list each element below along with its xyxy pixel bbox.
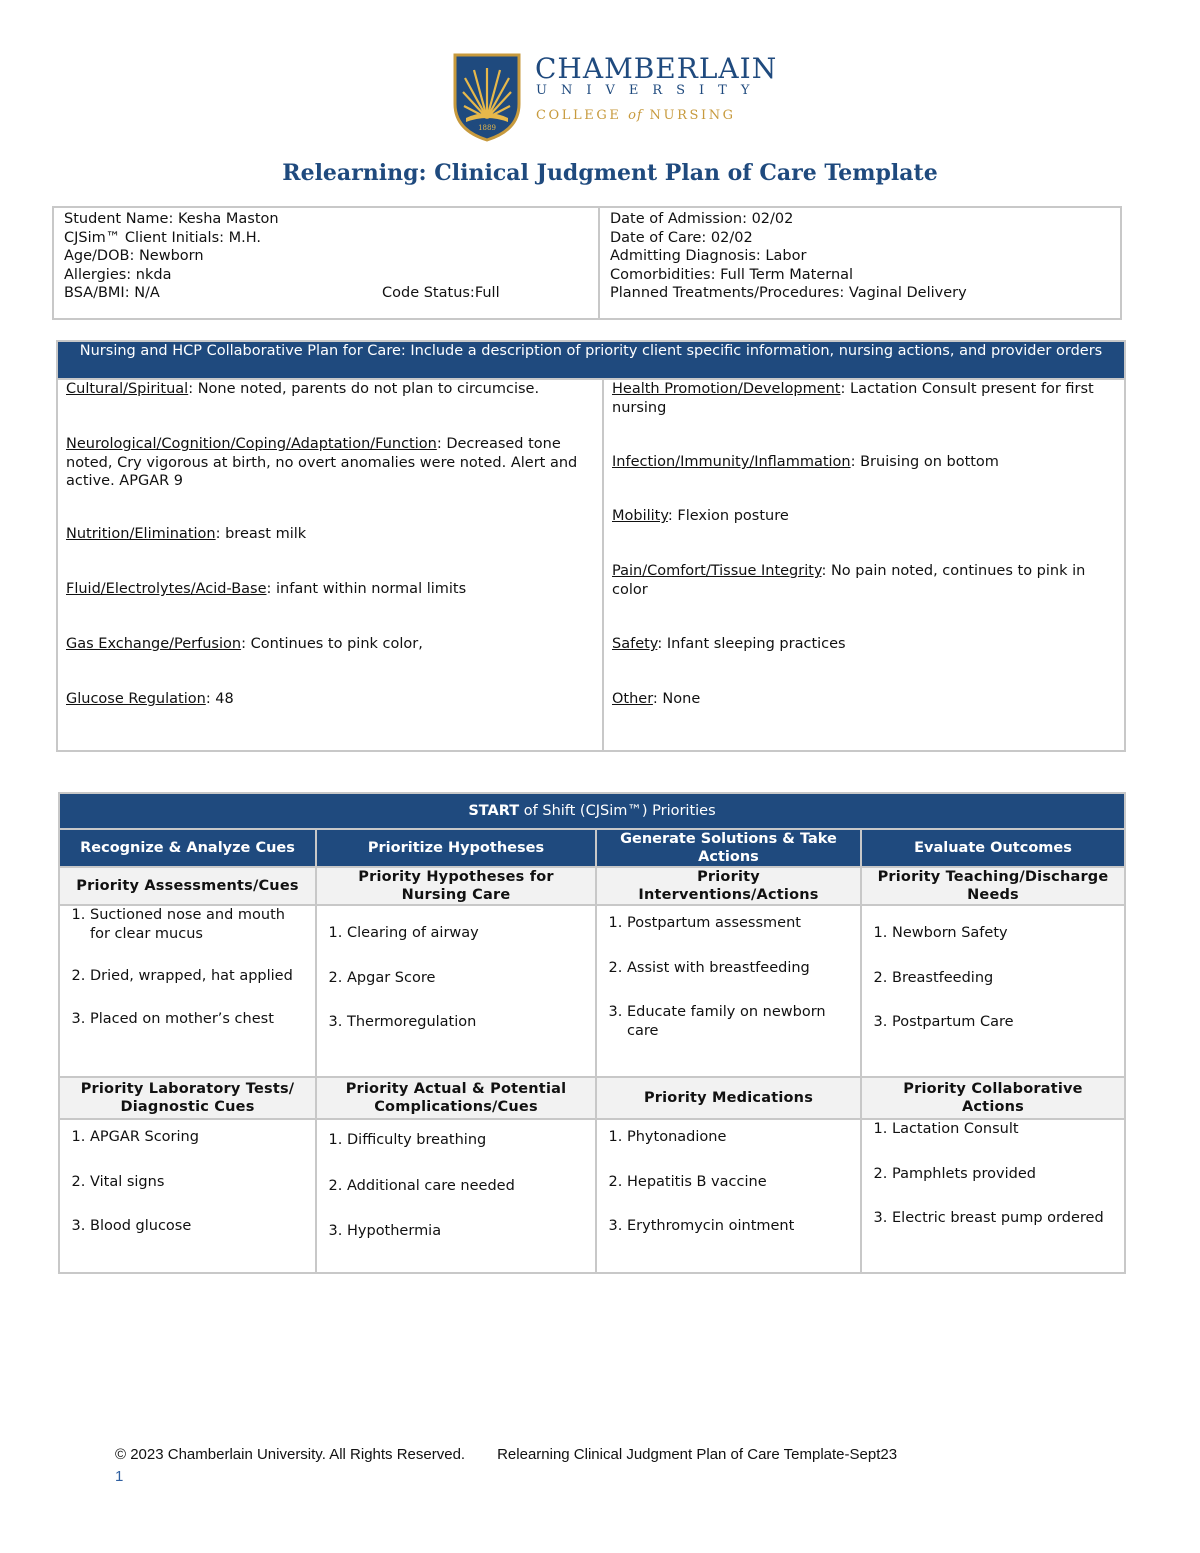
complications-list [325,1131,587,1241]
comorbidities: Comorbidities: Full Term Maternal [610,266,854,283]
list-item: 1. APGAR Scoring [90,1128,307,1147]
student-info-right [599,207,1121,319]
teaching-list [870,924,1116,1032]
list-item: 1. Suctioned nose and mouth for clear mucus [90,906,307,943]
col-evaluate-header: Evaluate Outcomes [861,829,1125,867]
complications-list-cell [316,1119,596,1273]
list-item: 3. Erythromycin ointment [627,1217,852,1236]
collab-header: Nursing and HCP Collaborative Plan for Care: Include a description of priority client specific information, nursing actions, and provider orders [57,341,1125,379]
priority-teaching-header: Priority Teaching/Discharge Needs [861,867,1125,905]
list-item: 1. Phytonadione [627,1128,852,1147]
interventions-list-cell [596,905,861,1077]
list-item: 2. Hepatitis B vaccine [627,1173,852,1192]
start-of-shift-header: START of Shift (CJSim™) Priorities [59,793,1125,829]
section-gas-exchange: Gas Exchange/Perfusion: Continues to pink color, [66,636,423,652]
code-status: Code Status:Full [382,285,500,301]
priority-lab-tests-header: Priority Laboratory Tests/ Diagnostic Cues [59,1077,316,1119]
priority-assessments-header: Priority Assessments/Cues [59,867,316,905]
list-item: 1. Clearing of airway [347,924,587,943]
list-item: 2. Assist with breastfeeding [627,959,852,978]
footer-copyright: © 2023 Chamberlain University. All Rights Reserved. [115,1446,466,1463]
brand-name: CHAMBERLAIN [535,52,778,85]
interventions-list [605,914,852,1040]
list-item: 2. Additional care needed [347,1177,587,1196]
list-item: 2. Vital signs [90,1173,307,1192]
list-item: 3. Postpartum Care [892,1013,1116,1032]
section-cultural: Cultural/Spiritual: None noted, parents do not plan to circumcise. [66,381,540,397]
shield-year: 1889 [478,124,496,132]
planned-treatments: Planned Treatments/Procedures: Vaginal Delivery [610,285,967,301]
hypotheses-list [325,924,587,1032]
priorities-table [58,792,1126,1274]
client-initials: CJSim™ Client Initials: M.H. [64,229,262,246]
assessments-list-cell [59,905,316,1077]
page-number: 1 [115,1468,124,1485]
section-neurological: Neurological/Cognition/Coping/Adaptation/Function: Decreased tone noted, Cry vigorous at birth, no overt anomalies were noted. Alert and active. APGAR 9 [66,436,578,489]
list-item: 1. Newborn Safety [892,924,1116,943]
medications-list [605,1128,852,1236]
priority-interventions-header: Priority Interventions/Actions [596,867,861,905]
assessments-list [68,906,307,1028]
page-title: Relearning: Clinical Judgment Plan of Care Template [282,160,938,186]
list-item: 2. Breastfeeding [892,969,1116,988]
age-dob: Age/DOB: Newborn [64,248,204,264]
section-glucose: Glucose Regulation: 48 [66,691,234,707]
date-care: Date of Care: 02/02 [610,229,753,246]
priority-complications-header: Priority Actual & Potential Complications/Cues [316,1077,596,1119]
section-other: Other: None [612,691,701,707]
list-item: 3. Electric breast pump ordered [892,1209,1116,1228]
collab-right-column [603,379,1125,751]
bsa-code-row [64,284,588,303]
priority-hypotheses-header: Priority Hypotheses for Nursing Care [316,867,596,905]
list-item: 3. Hypothermia [347,1222,587,1241]
list-item: 3. Educate family on newborn care [627,1003,852,1040]
list-item: 3. Thermoregulation [347,1013,587,1032]
list-item: 3. Blood glucose [90,1217,307,1236]
brand-college: COLLEGE of NURSING [536,108,736,123]
student-name: Student Name: Kesha Maston [64,211,279,227]
brand-sub: UNIVERSITY [536,83,764,98]
collaborative-plan-table [56,340,1126,752]
shield-icon [452,52,522,142]
student-info-left [53,207,599,319]
col-prioritize-header: Prioritize Hypotheses [316,829,596,867]
priority-collaborative-header: Priority Collaborative Actions [861,1077,1125,1119]
list-item: 2. Dried, wrapped, hat applied [90,967,307,986]
list-item: 1. Postpartum assessment [627,914,852,933]
list-item: 2. Apgar Score [347,969,587,988]
section-safety: Safety: Infant sleeping practices [612,636,846,652]
footer [115,1446,897,1463]
collab-left-column [57,379,603,751]
date-admission: Date of Admission: 02/02 [610,211,794,227]
col-generate-header: Generate Solutions & Take Actions [596,829,861,867]
admitting-diagnosis: Admitting Diagnosis: Labor [610,248,807,264]
list-item: 1. Difficulty breathing [347,1131,587,1150]
student-info-table [52,206,1122,320]
section-fluid: Fluid/Electrolytes/Acid-Base: infant within normal limits [66,581,467,597]
teaching-list-cell [861,905,1125,1077]
section-infection: Infection/Immunity/Inflammation: Bruising on bottom [612,454,999,470]
lab-tests-list-cell [59,1119,316,1273]
list-item: 2. Pamphlets provided [892,1165,1116,1184]
medications-list-cell [596,1119,861,1273]
section-health-promotion: Health Promotion/Development: Lactation Consult present for first nursing [612,381,1094,416]
hypotheses-list-cell [316,905,596,1077]
col-recognize-header: Recognize & Analyze Cues [59,829,316,867]
footer-doc-title: Relearning Clinical Judgment Plan of Care Template-Sept23 [497,1446,898,1463]
section-pain-comfort: Pain/Comfort/Tissue Integrity: No pain noted, continues to pink in color [612,563,1086,598]
list-item: 1. Lactation Consult [892,1120,1116,1139]
chamberlain-logo [452,52,778,144]
priority-medications-header: Priority Medications [596,1077,861,1119]
lab-tests-list [68,1128,307,1236]
bsa-bmi: BSA/BMI: N/A [64,285,160,301]
collaborative-list [870,1120,1116,1228]
list-item: 3. Placed on mother’s chest [90,1010,307,1029]
section-mobility: Mobility: Flexion posture [612,508,789,524]
collaborative-list-cell [861,1119,1125,1273]
section-nutrition: Nutrition/Elimination: breast milk [66,526,307,542]
allergies: Allergies: nkda [64,266,172,283]
